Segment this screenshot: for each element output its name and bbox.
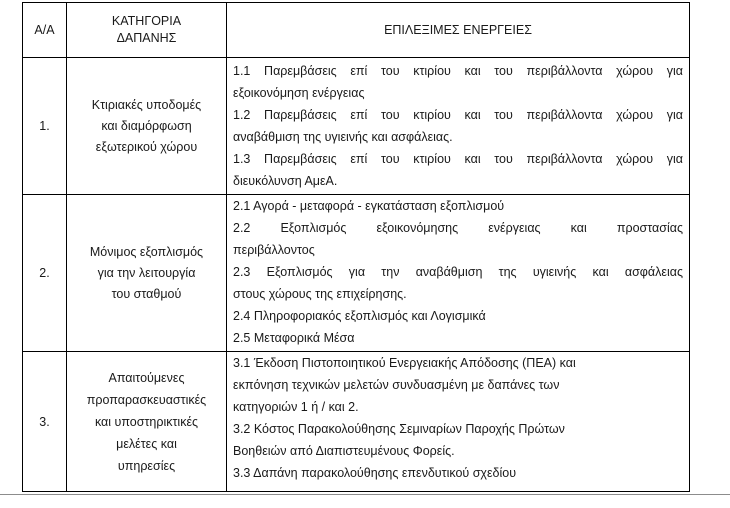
header-actions (227, 3, 690, 58)
category-line: και διαμόρφωση (101, 118, 192, 133)
row-number-label: 3. (39, 414, 50, 429)
header-category-line2: ΔΑΠΑΝΗΣ (116, 31, 177, 45)
category-cell (67, 352, 227, 492)
category-line: του σταθμού (111, 286, 182, 301)
action-line: 2.5 Μεταφορικά Μέσα (233, 331, 355, 345)
action-line: διευκόλυνση ΑμεΑ. (233, 174, 338, 188)
category-line: για την λειτουργία (97, 265, 196, 280)
actions-cell (227, 58, 690, 195)
row-number (23, 58, 67, 195)
action-line: 3.1 Έκδοση Πιστοποιητικού Ενεργειακής Απόδοσης (ΠΕΑ) και (233, 356, 576, 370)
action-line: 2.4 Πληροφοριακός εξοπλισμός και Λογισμικά (233, 309, 486, 323)
table-row (23, 195, 690, 352)
action-line: 2.2 Εξοπλισμός εξοικονόμησης ενέργειας και προστασίας (233, 221, 683, 235)
category-line: προπαρασκευαστικές (86, 392, 207, 407)
category-line: μελέτες και (116, 436, 177, 451)
action-line: κατηγοριών 1 ή / και 2. (233, 400, 359, 414)
category-cell (67, 195, 227, 352)
page-divider (0, 494, 730, 495)
action-line: αναβάθμιση της υγιεινής και ασφάλειας. (233, 130, 453, 144)
row-number-label: 1. (39, 119, 50, 133)
category-line: υπηρεσίες (117, 458, 176, 473)
header-category (67, 3, 227, 58)
action-line: 3.2 Κόστος Παρακολούθησης Σεμιναρίων Παροχής Πρώτων (233, 422, 565, 436)
category-cell (67, 58, 227, 195)
header-num (23, 3, 67, 58)
action-line: στους χώρους της επιχείρησης. (233, 287, 407, 301)
action-line: 1.2 Παρεμβάσεις επί του κτιρίου και του περιβάλλοντα χώρου για (233, 108, 683, 122)
header-actions-label: ΕΠΙΛΕΞΙΜΕΣ ΕΝΕΡΓΕΙΕΣ (384, 22, 532, 37)
action-line: 1.3 Παρεμβάσεις επί του κτιρίου και του περιβάλλοντα χώρου για (233, 152, 683, 166)
action-line: εξοικονόμηση ενέργειας (233, 86, 365, 100)
row-number-label: 2. (39, 266, 50, 280)
action-line: 3.3 Δαπάνη παρακολούθησης επενδυτικού σχεδίου (233, 466, 517, 480)
category-line: Μόνιμος εξοπλισμός (89, 244, 204, 259)
row-number (23, 195, 67, 352)
category-line: και υποστηρικτικές (94, 414, 199, 429)
actions-cell (227, 195, 690, 352)
action-line: 2.1 Αγορά - μεταφορά - εγκατάσταση εξοπλισμού (233, 199, 505, 213)
category-line: Κτιριακές υποδομές (91, 97, 202, 112)
category-line: εξωτερικού χώρου (95, 139, 198, 154)
table-row (23, 352, 690, 492)
eligible-actions-table (22, 2, 690, 492)
header-category-line1: ΚΑΤΗΓΟΡΙΑ (111, 14, 182, 28)
actions-cell (227, 352, 690, 492)
header-num-label: Α/Α (34, 22, 55, 37)
row-number (23, 352, 67, 492)
action-line: Βοηθειών από Διαπιστευμένους Φορείς. (233, 444, 455, 458)
category-line: Απαιτούμενες (108, 370, 185, 385)
action-line: εκπόνηση τεχνικών μελετών συνδυασμένη με δαπάνες των (233, 378, 560, 392)
action-line: 2.3 Εξοπλισμός για την αναβάθμιση της υγιεινής και ασφάλειας (233, 265, 683, 279)
action-line: 1.1 Παρεμβάσεις επί του κτιρίου και του περιβάλλοντα χώρου για (233, 64, 683, 78)
header-row (23, 3, 690, 58)
table-row (23, 58, 690, 195)
action-line: περιβάλλοντος (233, 243, 315, 257)
